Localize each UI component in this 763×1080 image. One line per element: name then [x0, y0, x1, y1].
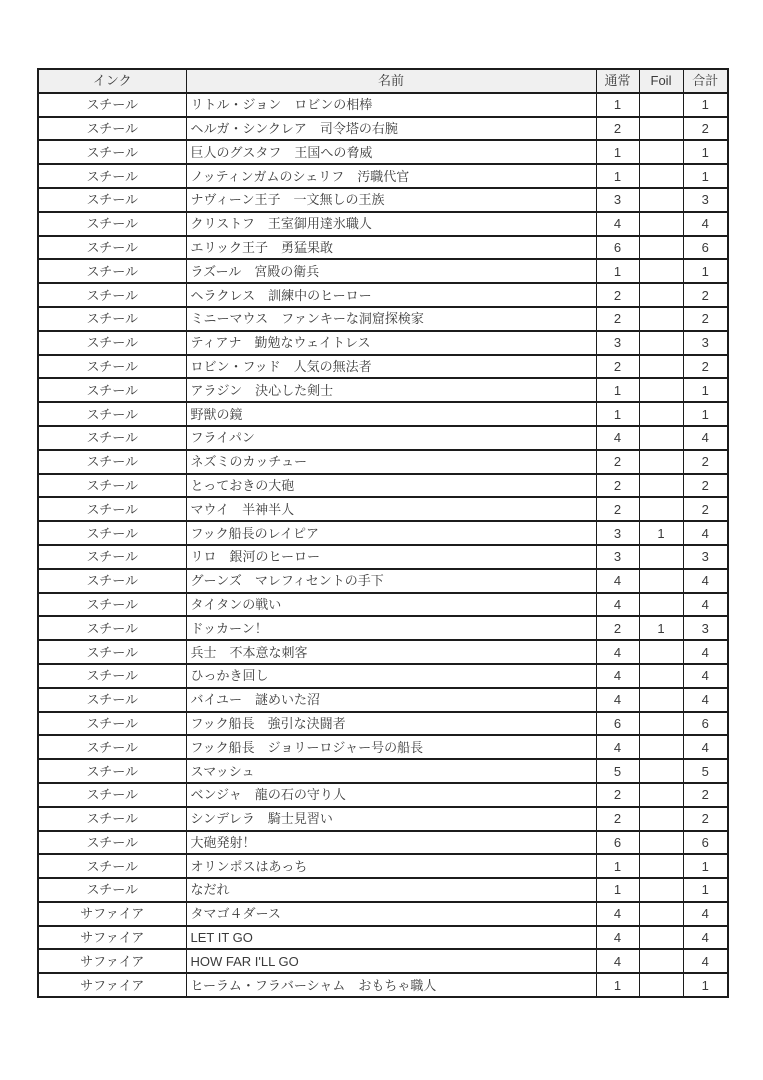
name-cell: マウイ 半神半人: [186, 497, 596, 521]
foil-cell: [639, 331, 683, 355]
total-cell: 3: [683, 616, 728, 640]
table-row: [38, 117, 728, 141]
total-cell: 3: [683, 188, 728, 212]
name-cell: グーンズ マレフィセントの手下: [186, 569, 596, 593]
name-cell: ヒーラム・フラバーシャム おもちゃ職人: [186, 973, 596, 997]
table-row: [38, 93, 728, 117]
table-row: [38, 521, 728, 545]
normal-cell: 4: [596, 688, 639, 712]
total-cell: 4: [683, 640, 728, 664]
table-row: [38, 712, 728, 736]
name-cell: フック船長 強引な決闘者: [186, 712, 596, 736]
ink-cell: スチール: [38, 378, 186, 402]
normal-cell: 2: [596, 807, 639, 831]
normal-cell: 4: [596, 735, 639, 759]
foil-cell: [639, 426, 683, 450]
normal-cell: 4: [596, 949, 639, 973]
name-cell: 巨人のグスタフ 王国への脅威: [186, 140, 596, 164]
normal-cell: 3: [596, 331, 639, 355]
ink-cell: スチール: [38, 688, 186, 712]
normal-cell: 2: [596, 497, 639, 521]
total-cell: 2: [683, 283, 728, 307]
ink-cell: スチール: [38, 545, 186, 569]
foil-cell: [639, 283, 683, 307]
foil-cell: [639, 307, 683, 331]
normal-cell: 2: [596, 117, 639, 141]
name-cell: 兵士 不本意な刺客: [186, 640, 596, 664]
total-cell: 2: [683, 807, 728, 831]
table-row: [38, 450, 728, 474]
normal-cell: 1: [596, 878, 639, 902]
name-cell: ネズミのカッチュー: [186, 450, 596, 474]
ink-cell: スチール: [38, 355, 186, 379]
table-row: [38, 212, 728, 236]
total-cell: 6: [683, 712, 728, 736]
ink-cell: スチール: [38, 712, 186, 736]
table-row: [38, 569, 728, 593]
total-cell: 1: [683, 973, 728, 997]
foil-cell: [639, 402, 683, 426]
foil-cell: [639, 593, 683, 617]
normal-cell: 5: [596, 759, 639, 783]
col-header-normal: 通常: [596, 69, 639, 93]
total-cell: 4: [683, 593, 728, 617]
foil-cell: [639, 93, 683, 117]
ink-cell: スチール: [38, 593, 186, 617]
normal-cell: 4: [596, 593, 639, 617]
total-cell: 2: [683, 497, 728, 521]
total-cell: 2: [683, 355, 728, 379]
normal-cell: 3: [596, 188, 639, 212]
ink-cell: スチール: [38, 140, 186, 164]
normal-cell: 2: [596, 783, 639, 807]
normal-cell: 1: [596, 93, 639, 117]
ink-cell: スチール: [38, 759, 186, 783]
normal-cell: 2: [596, 355, 639, 379]
foil-cell: [639, 688, 683, 712]
table-row: [38, 140, 728, 164]
normal-cell: 4: [596, 926, 639, 950]
table-row: [38, 164, 728, 188]
name-cell: ロビン・フッド 人気の無法者: [186, 355, 596, 379]
col-header-ink: インク: [38, 69, 186, 93]
name-cell: ヘラクレス 訓練中のヒーロー: [186, 283, 596, 307]
name-cell: タマゴ４ダース: [186, 902, 596, 926]
normal-cell: 1: [596, 164, 639, 188]
ink-cell: スチール: [38, 878, 186, 902]
total-cell: 1: [683, 259, 728, 283]
name-cell: ミニーマウス ファンキーな洞窟探検家: [186, 307, 596, 331]
table-row: [38, 878, 728, 902]
table-row: [38, 474, 728, 498]
foil-cell: [639, 378, 683, 402]
foil-cell: [639, 474, 683, 498]
foil-cell: 1: [639, 521, 683, 545]
total-cell: 4: [683, 569, 728, 593]
normal-cell: 4: [596, 426, 639, 450]
name-cell: ドッカーン！: [186, 616, 596, 640]
ink-cell: スチール: [38, 93, 186, 117]
foil-cell: [639, 949, 683, 973]
normal-cell: 3: [596, 521, 639, 545]
table-row: [38, 973, 728, 997]
table-row: [38, 807, 728, 831]
ink-cell: スチール: [38, 521, 186, 545]
name-cell: ベンジャ 龍の石の守り人: [186, 783, 596, 807]
ink-cell: スチール: [38, 640, 186, 664]
foil-cell: [639, 497, 683, 521]
col-header-foil: Foil: [639, 69, 683, 93]
total-cell: 6: [683, 236, 728, 260]
name-cell: オリンポスはあっち: [186, 854, 596, 878]
ink-cell: スチール: [38, 569, 186, 593]
normal-cell: 2: [596, 474, 639, 498]
name-cell: ノッティンガムのシェリフ 汚職代官: [186, 164, 596, 188]
foil-cell: [639, 712, 683, 736]
total-cell: 2: [683, 117, 728, 141]
table-row: [38, 735, 728, 759]
table-row: [38, 188, 728, 212]
table-row: [38, 259, 728, 283]
total-cell: 1: [683, 878, 728, 902]
foil-cell: [639, 783, 683, 807]
total-cell: 3: [683, 331, 728, 355]
name-cell: リトル・ジョン ロビンの相棒: [186, 93, 596, 117]
total-cell: 2: [683, 450, 728, 474]
name-cell: バイユー 謎めいた沼: [186, 688, 596, 712]
table-row: [38, 307, 728, 331]
ink-cell: スチール: [38, 426, 186, 450]
name-cell: ヘルガ・シンクレア 司令塔の右腕: [186, 117, 596, 141]
name-cell: ティアナ 勤勉なウェイトレス: [186, 331, 596, 355]
foil-cell: [639, 640, 683, 664]
name-cell: ラズール 宮殿の衛兵: [186, 259, 596, 283]
name-cell: アラジン 決心した剣士: [186, 378, 596, 402]
foil-cell: [639, 854, 683, 878]
ink-cell: スチール: [38, 283, 186, 307]
name-cell: 大砲発射！: [186, 831, 596, 855]
total-cell: 4: [683, 735, 728, 759]
normal-cell: 1: [596, 973, 639, 997]
total-cell: 1: [683, 378, 728, 402]
ink-cell: サファイア: [38, 949, 186, 973]
table-row: [38, 355, 728, 379]
normal-cell: 3: [596, 545, 639, 569]
name-cell: クリストフ 王室御用達氷職人: [186, 212, 596, 236]
normal-cell: 1: [596, 140, 639, 164]
name-cell: シンデレラ 騎士見習い: [186, 807, 596, 831]
ink-cell: サファイア: [38, 973, 186, 997]
ink-cell: スチール: [38, 188, 186, 212]
foil-cell: [639, 807, 683, 831]
normal-cell: 1: [596, 378, 639, 402]
ink-cell: スチール: [38, 212, 186, 236]
ink-cell: スチール: [38, 831, 186, 855]
table-row: [38, 926, 728, 950]
table-row: [38, 593, 728, 617]
total-cell: 1: [683, 93, 728, 117]
name-cell: とっておきの大砲: [186, 474, 596, 498]
name-cell: フライパン: [186, 426, 596, 450]
total-cell: 2: [683, 783, 728, 807]
foil-cell: [639, 735, 683, 759]
table-row: [38, 902, 728, 926]
total-cell: 1: [683, 402, 728, 426]
foil-cell: [639, 164, 683, 188]
foil-cell: [639, 450, 683, 474]
ink-cell: スチール: [38, 164, 186, 188]
foil-cell: [639, 188, 683, 212]
foil-cell: [639, 831, 683, 855]
normal-cell: 4: [596, 212, 639, 236]
foil-cell: [639, 117, 683, 141]
table-row: [38, 545, 728, 569]
total-cell: 6: [683, 831, 728, 855]
name-cell: フック船長のレイピア: [186, 521, 596, 545]
card-inventory-table: [37, 68, 729, 998]
table-row: [38, 854, 728, 878]
ink-cell: スチール: [38, 307, 186, 331]
name-cell: ひっかき回し: [186, 664, 596, 688]
normal-cell: 1: [596, 854, 639, 878]
normal-cell: 2: [596, 307, 639, 331]
normal-cell: 2: [596, 616, 639, 640]
ink-cell: サファイア: [38, 926, 186, 950]
ink-cell: スチール: [38, 117, 186, 141]
normal-cell: 6: [596, 236, 639, 260]
col-header-total: 合計: [683, 69, 728, 93]
foil-cell: [639, 259, 683, 283]
table-row: [38, 283, 728, 307]
total-cell: 3: [683, 545, 728, 569]
total-cell: 2: [683, 307, 728, 331]
total-cell: 4: [683, 688, 728, 712]
table-row: [38, 426, 728, 450]
table-row: [38, 688, 728, 712]
normal-cell: 1: [596, 402, 639, 426]
foil-cell: [639, 664, 683, 688]
normal-cell: 4: [596, 902, 639, 926]
ink-cell: スチール: [38, 402, 186, 426]
normal-cell: 1: [596, 259, 639, 283]
normal-cell: 4: [596, 569, 639, 593]
ink-cell: スチール: [38, 474, 186, 498]
table-row: [38, 831, 728, 855]
ink-cell: サファイア: [38, 902, 186, 926]
total-cell: 4: [683, 926, 728, 950]
name-cell: 野獣の鏡: [186, 402, 596, 426]
total-cell: 4: [683, 212, 728, 236]
total-cell: 4: [683, 664, 728, 688]
total-cell: 5: [683, 759, 728, 783]
name-cell: タイタンの戦い: [186, 593, 596, 617]
table-row: [38, 497, 728, 521]
ink-cell: スチール: [38, 236, 186, 260]
table-row: [38, 759, 728, 783]
name-cell: フック船長 ジョリーロジャー号の船長: [186, 735, 596, 759]
table-row: [38, 664, 728, 688]
ink-cell: スチール: [38, 807, 186, 831]
name-cell: エリック王子 勇猛果敢: [186, 236, 596, 260]
ink-cell: スチール: [38, 259, 186, 283]
header-row: [38, 69, 728, 93]
foil-cell: [639, 140, 683, 164]
total-cell: 4: [683, 949, 728, 973]
foil-cell: [639, 759, 683, 783]
ink-cell: スチール: [38, 664, 186, 688]
normal-cell: 6: [596, 831, 639, 855]
table-row: [38, 783, 728, 807]
total-cell: 2: [683, 474, 728, 498]
total-cell: 4: [683, 902, 728, 926]
table-row: [38, 402, 728, 426]
foil-cell: [639, 926, 683, 950]
foil-cell: [639, 355, 683, 379]
name-cell: ナヴィーン王子 一文無しの王族: [186, 188, 596, 212]
foil-cell: [639, 902, 683, 926]
normal-cell: 2: [596, 283, 639, 307]
name-cell: LET IT GO: [186, 926, 596, 950]
name-cell: なだれ: [186, 878, 596, 902]
normal-cell: 6: [596, 712, 639, 736]
foil-cell: [639, 236, 683, 260]
total-cell: 1: [683, 140, 728, 164]
normal-cell: 4: [596, 640, 639, 664]
foil-cell: [639, 878, 683, 902]
name-cell: リロ 銀河のヒーロー: [186, 545, 596, 569]
ink-cell: スチール: [38, 854, 186, 878]
ink-cell: スチール: [38, 497, 186, 521]
col-header-name: 名前: [186, 69, 596, 93]
name-cell: HOW FAR I'LL GO: [186, 949, 596, 973]
ink-cell: スチール: [38, 735, 186, 759]
foil-cell: 1: [639, 616, 683, 640]
table-row: [38, 236, 728, 260]
table-row: [38, 949, 728, 973]
name-cell: スマッシュ: [186, 759, 596, 783]
table-row: [38, 378, 728, 402]
ink-cell: スチール: [38, 783, 186, 807]
ink-cell: スチール: [38, 331, 186, 355]
normal-cell: 2: [596, 450, 639, 474]
ink-cell: スチール: [38, 450, 186, 474]
foil-cell: [639, 212, 683, 236]
total-cell: 4: [683, 521, 728, 545]
normal-cell: 4: [596, 664, 639, 688]
total-cell: 1: [683, 164, 728, 188]
total-cell: 1: [683, 854, 728, 878]
foil-cell: [639, 973, 683, 997]
ink-cell: スチール: [38, 616, 186, 640]
foil-cell: [639, 545, 683, 569]
table-row: [38, 616, 728, 640]
total-cell: 4: [683, 426, 728, 450]
table-row: [38, 640, 728, 664]
foil-cell: [639, 569, 683, 593]
table-row: [38, 331, 728, 355]
